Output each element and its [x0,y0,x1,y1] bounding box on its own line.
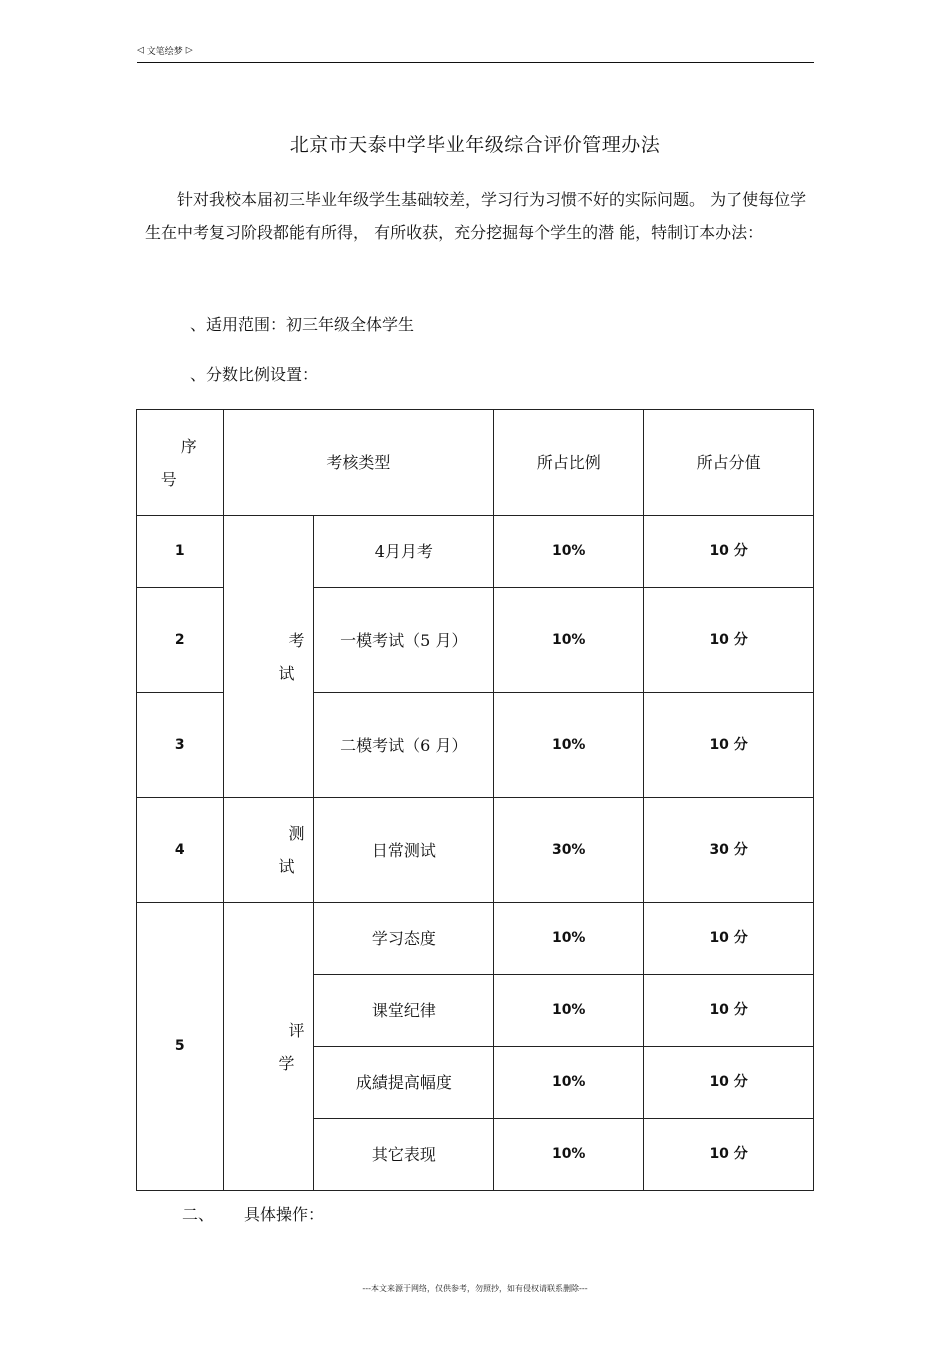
page-footer: ---本文来源于网络，仅供参考，勿照抄，如有侵权请联系删除--- [362,1284,588,1293]
row-sub: 课堂纪律 [314,975,494,1047]
row-seq: 4 [137,798,224,903]
row-score: 30 分 [644,798,814,903]
row-score: 10 分 [644,903,814,975]
table-header-row [137,410,814,516]
row-score: 10 分 [644,1119,814,1191]
row-score: 10 分 [644,975,814,1047]
document-title: 北京市天泰中学毕业年级综合评价管理办法 [289,134,661,156]
row-ratio: 10% [494,693,644,798]
row-sub: 4月月考 [314,516,494,588]
row-sub: 成績提高幅度 [314,1047,494,1119]
table-row [137,516,814,588]
header-seq: 序 号 [137,410,224,516]
row-ratio: 10% [494,588,644,693]
row-sub: 其它表现 [314,1119,494,1191]
row-seq: 3 [137,693,224,798]
row-seq: 1 [137,516,224,588]
row-sub: 二模考试（6 月） [314,693,494,798]
right-triangle-icon: ▷ [185,45,193,56]
row-ratio: 10% [494,975,644,1047]
left-triangle-icon: ◁ [137,45,144,56]
row-sub: 学习态度 [314,903,494,975]
row-score: 10 分 [644,1047,814,1119]
table-row [137,798,814,903]
category-test: 测 试 [223,798,314,903]
header-ratio: 所占比例 [494,410,644,516]
item-scope: 、适用范围：初三年级全体学生 [190,315,415,334]
table-row [137,903,814,975]
header-type: 考核类型 [223,410,494,516]
row-ratio: 10% [494,1119,644,1191]
category-exam: 考 试 [223,516,314,798]
section2-label: 具体操作： [244,1205,325,1224]
intro-paragraph: 针对我校本届初三毕业年级学生基础较差，学习行为习惯不好的实际问题。 为了使每位学生在中考复习阶段都能有所得， 有所收获，充分挖掘每个学生的潜 能，特制订本办法： [145,190,807,242]
row-ratio: 10% [494,1047,644,1119]
row-ratio: 10% [494,516,644,588]
row-seq: 2 [137,588,224,693]
section2-number: 二、 [182,1205,215,1224]
header-label: 文笔绘梦 [146,47,183,57]
row-sub: 一模考试（5 月） [314,588,494,693]
row-score: 10 分 [644,516,814,588]
category-evaluation: 评 学 [223,903,314,1191]
header-score: 所占分值 [644,410,814,516]
row-score: 10 分 [644,588,814,693]
score-table [136,409,814,1191]
row-sub: 日常测试 [314,798,494,903]
row-seq: 5 [137,903,224,1191]
row-score: 10 分 [644,693,814,798]
row-ratio: 10% [494,903,644,975]
page-header [137,44,814,63]
row-ratio: 30% [494,798,644,903]
item-score-ratio: 、分数比例设置： [190,365,319,384]
